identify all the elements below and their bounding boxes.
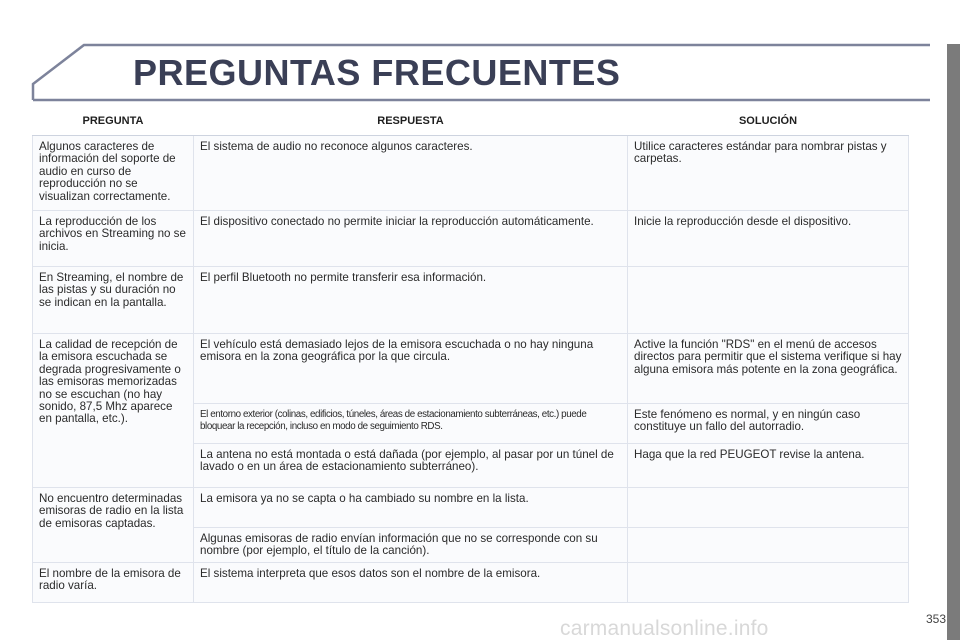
answer-cell: El perfil Bluetooth no permite transferir esa información. bbox=[194, 267, 628, 334]
question-cell: No encuentro determinadas emisoras de radio en la lista de emisoras captadas. bbox=[33, 488, 194, 563]
answer-cell: El sistema interpreta que esos datos son el nombre de la emisora. bbox=[194, 562, 628, 602]
solution-cell: Haga que la red PEUGEOT revise la antena. bbox=[628, 444, 909, 488]
solution-cell bbox=[628, 267, 909, 334]
answer-cell: La emisora ya no se capta o ha cambiado su nombre en la lista. bbox=[194, 488, 628, 528]
solution-cell bbox=[628, 488, 909, 528]
answer-cell: El sistema de audio no reconoce algunos caracteres. bbox=[194, 136, 628, 211]
question-cell: La calidad de recepción de la emisora escuchada se degrada progresivamente o las emisoras memorizadas no se escuchan (no hay sonido, 87,5 Mhz aparece en pantalla, etc.). bbox=[33, 334, 194, 488]
solution-cell: Active la función "RDS" en el menú de accesos directos para permitir que el sistema verifique si hay alguna emisora más potente en la zona geográfica. bbox=[628, 334, 909, 404]
watermark-text: carmanualsonline.info bbox=[560, 617, 769, 640]
table-row bbox=[33, 488, 909, 528]
question-cell: La reproducción de los archivos en Streaming no se inicia. bbox=[33, 211, 194, 267]
table-header-row bbox=[33, 107, 909, 136]
column-header-respuesta: RESPUESTA bbox=[194, 107, 628, 136]
answer-cell: La antena no está montada o está dañada (por ejemplo, al pasar por un túnel de lavado o en un área de estacionamiento subterráneo). bbox=[194, 444, 628, 488]
column-header-solucion: SOLUCIÓN bbox=[628, 107, 909, 136]
table-row bbox=[33, 136, 909, 211]
answer-cell: Algunas emisoras de radio envían información que no se corresponde con su nombre (por ejemplo, el título de la canción). bbox=[194, 528, 628, 563]
faq-table bbox=[32, 107, 909, 603]
answer-cell: El vehículo está demasiado lejos de la emisora escuchada o no hay ninguna emisora en la zona geográfica por la que circula. bbox=[194, 334, 628, 404]
question-cell: En Streaming, el nombre de las pistas y su duración no se indican en la pantalla. bbox=[33, 267, 194, 334]
table-row bbox=[33, 334, 909, 404]
solution-cell: Este fenómeno es normal, y en ningún caso constituye un fallo del autorradio. bbox=[628, 404, 909, 444]
question-cell: El nombre de la emisora de radio varía. bbox=[33, 562, 194, 602]
page-title: PREGUNTAS FRECUENTES bbox=[133, 52, 621, 93]
question-cell: Algunos caracteres de información del soporte de audio en curso de reproducción no se visualizan correctamente. bbox=[33, 136, 194, 211]
page-edge-strip bbox=[947, 44, 960, 640]
answer-cell: El dispositivo conectado no permite iniciar la reproducción automáticamente. bbox=[194, 211, 628, 267]
solution-cell: Utilice caracteres estándar para nombrar pistas y carpetas. bbox=[628, 136, 909, 211]
table-row bbox=[33, 562, 909, 602]
table-row bbox=[33, 211, 909, 267]
page-number: 353 bbox=[925, 612, 946, 626]
table-row bbox=[33, 267, 909, 334]
solution-cell bbox=[628, 562, 909, 602]
answer-cell: El entorno exterior (colinas, edificios, túneles, áreas de estacionamiento subterráneas, etc.) puede bloquear la recepción, incluso en modo de seguimiento RDS. bbox=[194, 404, 628, 444]
column-header-pregunta: PREGUNTA bbox=[33, 107, 194, 136]
solution-cell: Inicie la reproducción desde el dispositivo. bbox=[628, 211, 909, 267]
solution-cell bbox=[628, 528, 909, 563]
